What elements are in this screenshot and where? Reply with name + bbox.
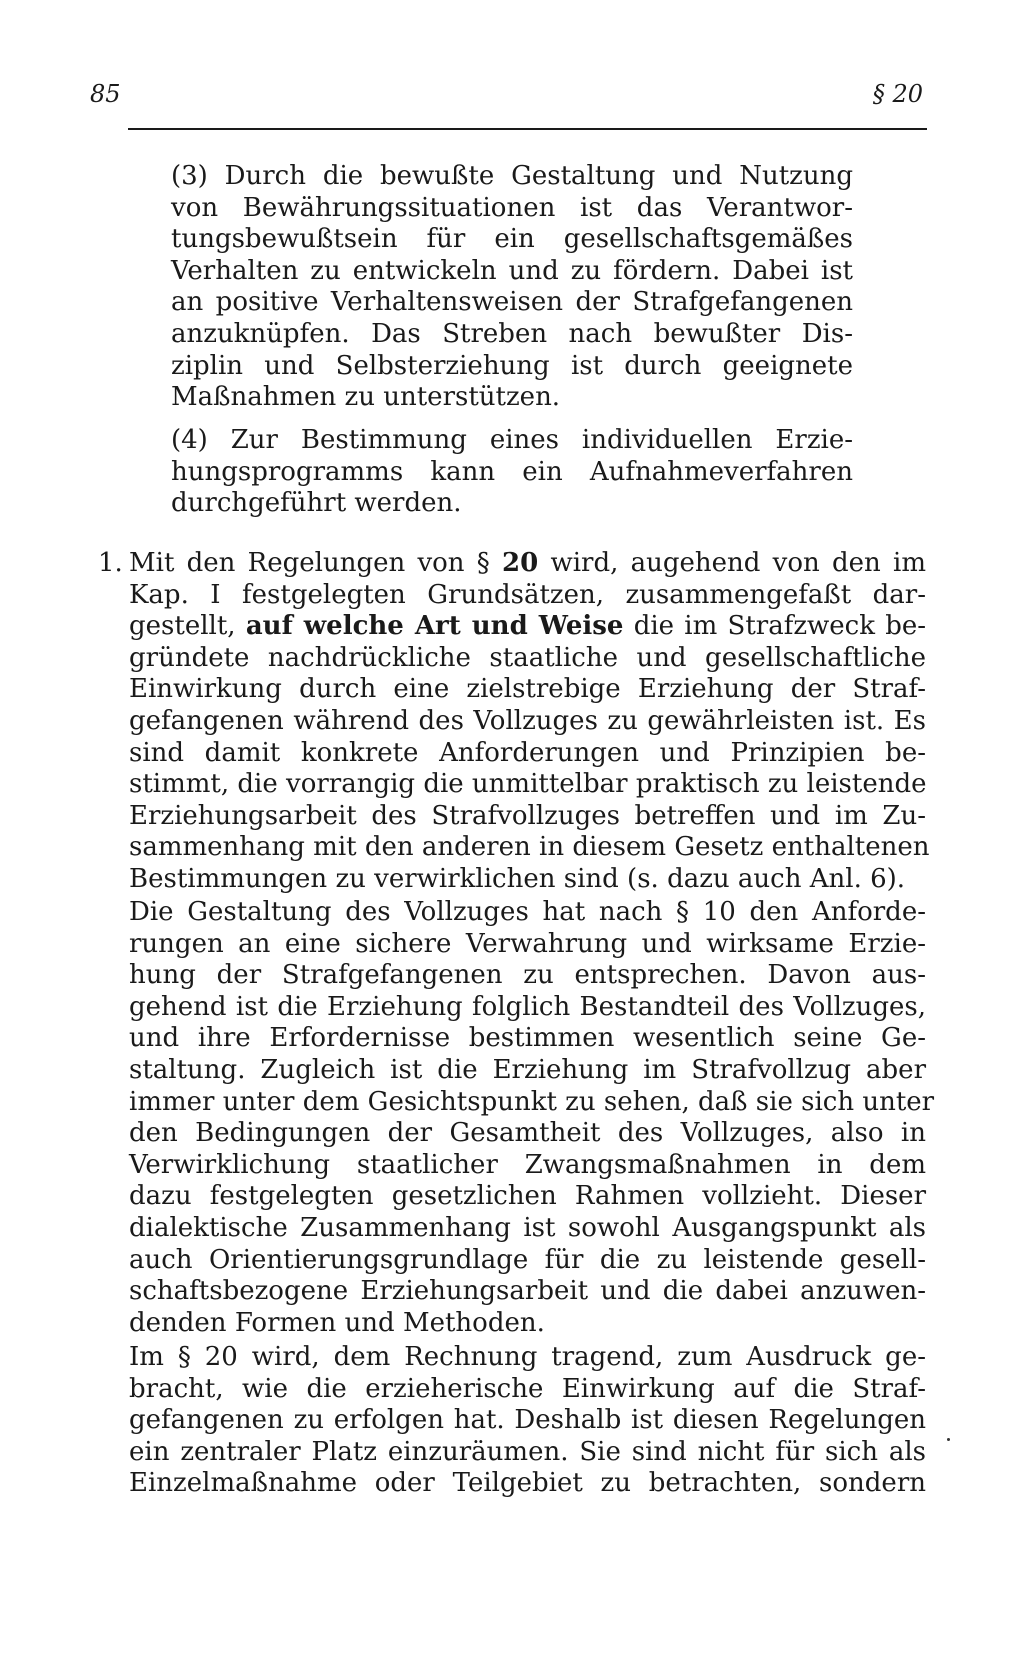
text-line: denden Formen und Methoden. — [129, 1307, 545, 1338]
text-line: anzuknüpfen. Das Streben nach bewußter Dis- — [171, 318, 853, 349]
section-marker: § 20 — [872, 80, 923, 108]
paragraph-4 — [171, 425, 853, 520]
header-rule — [128, 128, 927, 130]
text-line: und ihre Erfordernisse bestimmen wesentlich seine Ge- — [129, 1023, 926, 1054]
text-line: ziplin und Selbsterziehung ist durch geeignete — [171, 350, 853, 381]
text-line: auch Orientierungsgrundlage für die zu leistende gesell- — [129, 1244, 926, 1275]
text-line: stimmt, die vorrangig die unmittelbar praktisch zu leistende — [129, 769, 927, 800]
paragraph-3 — [171, 161, 853, 414]
text-line: durchgeführt werden. — [171, 488, 462, 519]
commentary-1 — [129, 548, 930, 896]
commentary-number: 1. — [98, 548, 123, 578]
text-line: Verhalten zu entwickeln und zu fördern. Dabei ist — [171, 255, 853, 286]
text-line: sammenhang mit den anderen in diesem Gesetz enthaltenen — [129, 832, 930, 863]
text-line: (3) Durch die bewußte Gestaltung und Nutzung — [171, 161, 853, 191]
text-line: gefangenen zu erfolgen hat. Deshalb ist diesen Regelungen — [129, 1405, 926, 1436]
text-line: Erziehungsarbeit des Strafvollzuges betreffen und im Zu- — [129, 800, 926, 831]
text-line: (4) Zur Bestimmung eines individuellen Erzie- — [171, 425, 853, 455]
text-line: hung der Strafgefangenen zu entsprechen. Davon aus- — [129, 960, 926, 991]
text-line: Bestimmungen zu verwirklichen sind (s. dazu auch Anl. 6). — [129, 863, 906, 894]
text-line: Einwirkung durch eine zielstrebige Erziehung der Straf- — [129, 674, 926, 705]
text-line: Im § 20 wird, dem Rechnung tragend, zum Ausdruck ge- — [129, 1342, 926, 1372]
text-line: hungsprogramms kann ein Aufnahmeverfahren — [171, 456, 853, 487]
text-line: rungen an eine sichere Verwahrung und wirksame Erzie- — [129, 928, 926, 959]
page-number: 85 — [90, 80, 121, 108]
text-line: dazu festgelegten gesetzlichen Rahmen vollzieht. Dieser — [129, 1181, 926, 1212]
text-line: Maßnahmen zu unterstützen. — [171, 382, 561, 413]
text-line: Einzelmaßnahme oder Teilgebiet zu betrachten, sondern — [129, 1468, 926, 1499]
text-line: dialektische Zusammenhang ist sowohl Ausgangspunkt als — [129, 1212, 926, 1243]
text-line: schaftsbezogene Erziehungsarbeit und die dabei anzuwen- — [129, 1276, 926, 1307]
paragraph-im-20 — [129, 1342, 926, 1500]
text-line: gründete nachdrückliche staatliche und gesellschaftliche — [129, 642, 926, 673]
margin-mark — [947, 1438, 950, 1441]
text-line: Kap. I festgelegten Grundsätzen, zusammengefaßt dar- — [129, 579, 926, 610]
text-line: gehend ist die Erziehung folglich Bestandteil des Vollzuges, — [129, 991, 926, 1022]
text-line: gestellt, auf welche Art und Weise die im Strafzweck be- — [129, 611, 927, 642]
text-line: Die Gestaltung des Vollzuges hat nach § 10 den Anforde- — [129, 897, 926, 927]
text-line: an positive Verhaltensweisen der Strafgefangenen — [171, 287, 853, 318]
text-line: ein zentraler Platz einzuräumen. Sie sind nicht für sich als — [129, 1436, 926, 1467]
text-line: sind damit konkrete Anforderungen und Prinzipien be- — [129, 737, 926, 768]
page-header — [90, 76, 928, 114]
text-line: Mit den Regelungen von § 20 wird, augehend von den im — [129, 548, 926, 578]
text-line: gefangenen während des Vollzuges zu gewährleisten ist. Es — [129, 705, 926, 736]
text-line: tungsbewußtsein für ein gesellschaftsgemäßes — [171, 224, 853, 255]
text-line: den Bedingungen der Gesamtheit des Vollzuges, also in — [129, 1118, 926, 1149]
text-line: von Bewährungssituationen ist das Verantwor- — [171, 192, 853, 223]
text-line: bracht, wie die erzieherische Einwirkung auf die Straf- — [129, 1373, 926, 1404]
text-line: Verwirklichung staatlicher Zwangsmaßnahmen in dem — [129, 1149, 926, 1180]
paragraph-gestaltung — [129, 897, 935, 1339]
text-line: immer unter dem Gesichtspunkt zu sehen, daß sie sich unter — [129, 1086, 935, 1117]
text-line: staltung. Zugleich ist die Erziehung im Strafvollzug aber — [129, 1054, 926, 1085]
